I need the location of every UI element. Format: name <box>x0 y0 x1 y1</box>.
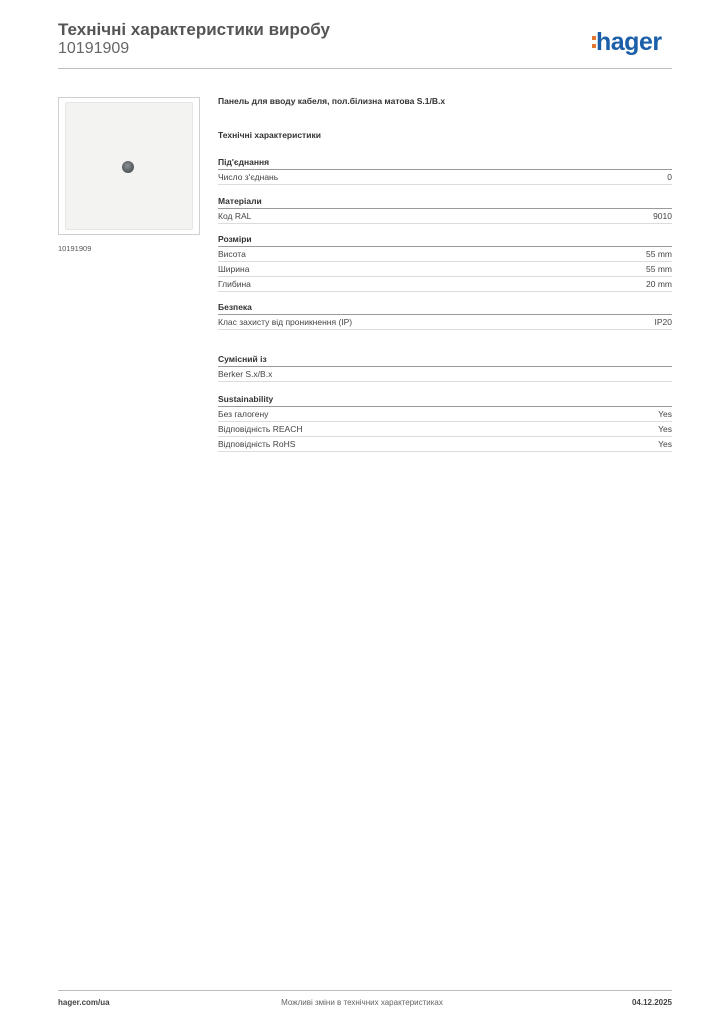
header-divider <box>58 68 672 69</box>
spec-label: Відповідність REACH <box>218 424 303 434</box>
spec-value: 0 <box>667 172 672 182</box>
spec-value: 20 mm <box>646 279 672 289</box>
spec-value: 9010 <box>653 211 672 221</box>
spec-value: 55 mm <box>646 264 672 274</box>
spec-label: Висота <box>218 249 246 259</box>
product-name: Панель для вводу кабеля, пол.білизна матова S.1/B.x <box>218 96 446 106</box>
spec-label: Число з'єднань <box>218 172 279 182</box>
cable-hole-icon <box>122 161 134 173</box>
spec-value: 55 mm <box>646 249 672 259</box>
logo-mark-icon <box>592 28 595 31</box>
spec-label: Клас захисту від проникнення (IP) <box>218 317 353 327</box>
spec-label: Код RAL <box>218 211 252 221</box>
hager-logo[interactable] <box>592 28 662 56</box>
spec-value: Yes <box>658 409 672 419</box>
spec-value: IP20 <box>654 317 672 327</box>
spec-label: Ширина <box>218 264 250 274</box>
spec-row <box>218 367 672 382</box>
spec-row <box>218 277 672 292</box>
spec-heading: Технічні характеристики <box>218 130 321 140</box>
section-materials <box>218 195 672 224</box>
spec-row <box>218 247 672 262</box>
section-compatible <box>218 353 672 382</box>
spec-row <box>218 209 672 224</box>
footer-website-link[interactable]: hager.com/ua <box>58 998 110 1007</box>
spec-value: Yes <box>658 439 672 449</box>
spec-row <box>218 422 672 437</box>
spec-label: Відповідність RoHS <box>218 439 296 449</box>
footer-date: 04.12.2025 <box>631 998 672 1007</box>
spec-label: Без галогену <box>218 409 269 419</box>
cable-entry-plate <box>65 102 193 230</box>
spec-row <box>218 407 672 422</box>
spec-label: Глибина <box>218 279 251 289</box>
section-sustainability <box>218 393 672 452</box>
section-title: Розміри <box>218 233 672 247</box>
section-title: Під'єднання <box>218 156 672 170</box>
section-connection <box>218 156 672 185</box>
image-caption: 10191909 <box>58 244 92 253</box>
section-title: Сумісний із <box>218 353 672 367</box>
page-title: Технічні характеристики виробу <box>58 20 330 39</box>
spec-row <box>218 262 672 277</box>
footer-disclaimer: Можливі зміни в технічних характеристиках <box>281 998 443 1007</box>
spec-row <box>218 315 672 330</box>
spec-row <box>218 170 672 185</box>
footer-divider <box>58 990 672 991</box>
product-code: 10191909 <box>58 40 130 57</box>
section-dimensions <box>218 233 672 292</box>
spec-value: Yes <box>658 424 672 434</box>
section-title: Безпека <box>218 301 672 315</box>
section-title: Sustainability <box>218 393 672 407</box>
spec-label: Berker S.x/B.x <box>218 369 273 379</box>
product-image <box>58 97 200 235</box>
section-safety <box>218 301 672 330</box>
logo-text: hager <box>596 28 662 56</box>
section-title: Матеріали <box>218 195 672 209</box>
spec-row <box>218 437 672 452</box>
